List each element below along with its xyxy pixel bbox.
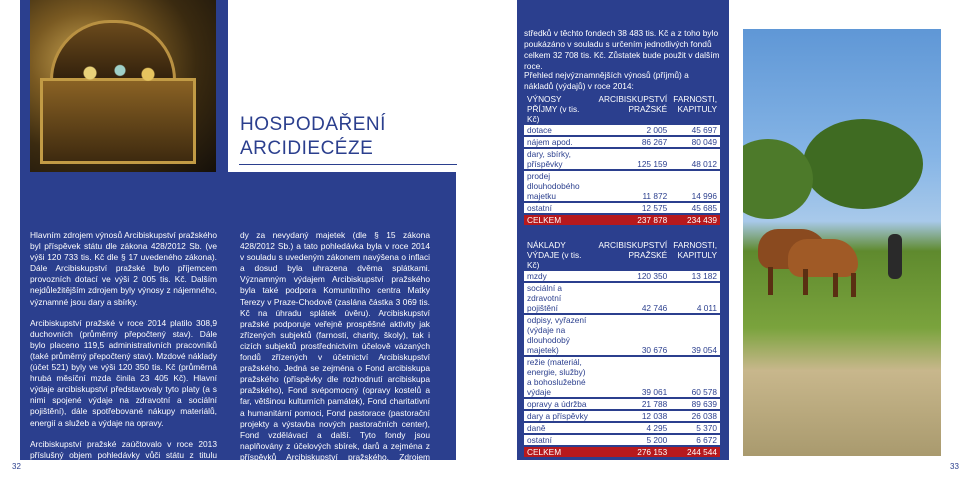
title-line-2: ARCIDIECÉZE: [240, 138, 374, 159]
expense-cell-farnosti: 39 054: [670, 314, 720, 356]
expense-cell-farnosti: 60 578: [670, 356, 720, 398]
expense-cell-arcibiskupstvi: 5 200: [594, 434, 670, 446]
expense-header-farnosti: FARNOSTI, KAPITULY: [673, 240, 717, 260]
expense-table-row: [524, 422, 720, 434]
expense-cell-farnosti: 5 370: [670, 422, 720, 434]
income-cell-label: prodej dlouhodobého majetku: [524, 170, 594, 202]
income-header-arcibiskupstvi: ARCIBISKUPSTVÍ PRAŽSKÉ: [598, 94, 668, 114]
expense-total-row: [524, 446, 720, 457]
income-header-farnosti: FARNOSTI, KAPITULY: [673, 94, 717, 114]
income-total-label: CELKEM: [524, 214, 594, 225]
expense-cell-arcibiskupstvi: 39 061: [594, 356, 670, 398]
income-cell-arcibiskupstvi: 2 005: [594, 125, 670, 136]
expense-cell-arcibiskupstvi: 12 038: [594, 410, 670, 422]
expense-cell-farnosti: 6 672: [670, 434, 720, 446]
expense-table: [524, 239, 720, 457]
expense-cell-label: dary a příspěvky: [524, 410, 594, 422]
expense-table-row: [524, 271, 720, 282]
expense-cell-farnosti: 89 639: [670, 398, 720, 410]
expense-cell-arcibiskupstvi: 42 746: [594, 282, 670, 314]
page-number-right: 33: [950, 462, 959, 471]
expense-cell-label: sociální a zdravotní pojištění: [524, 282, 594, 314]
expense-cell-label: daně: [524, 422, 594, 434]
paragraph-claim: Arcibiskupství pražské zaúčtovalo v roce 2013 příslušný objem pohledávky vůči státu z titulu náhra-: [30, 438, 217, 471]
income-cell-farnosti: 48 012: [670, 148, 720, 170]
income-table-row: [524, 170, 720, 202]
horse-plough-photo: [743, 29, 941, 456]
expense-cell-arcibiskupstvi: 30 676: [594, 314, 670, 356]
treasure-chest-photo: [30, 0, 216, 172]
income-table-row: [524, 136, 720, 148]
expense-total-label: CELKEM: [524, 446, 594, 457]
expense-cell-label: mzdy: [524, 271, 594, 282]
income-cell-farnosti: 14 996: [670, 170, 720, 202]
income-table-row: [524, 125, 720, 136]
expense-header-label: NÁKLADY VÝDAJE (v tis. Kč): [527, 240, 582, 270]
income-cell-farnosti: 45 697: [670, 125, 720, 136]
income-cell-label: dotace: [524, 125, 594, 136]
expense-table-header: [524, 239, 720, 271]
income-cell-label: ostatní: [524, 202, 594, 214]
page-number-left: 32: [12, 462, 21, 471]
income-cell-label: dary, sbírky, příspěvky: [524, 148, 594, 170]
income-table: [524, 93, 720, 225]
expense-header-arcibiskupstvi: ARCIBISKUPSTVÍ PRAŽSKÉ: [598, 240, 668, 260]
expense-cell-farnosti: 4 011: [670, 282, 720, 314]
income-cell-arcibiskupstvi: 86 267: [594, 136, 670, 148]
overview-heading: Přehled nejvýznamnějších výnosů (příjmů) a nákladů (výdajů) v roce 2014:: [524, 70, 689, 91]
expense-table-row: [524, 314, 720, 356]
expense-total-farnosti: 244 544: [670, 446, 720, 457]
income-table-header: [524, 93, 720, 125]
income-cell-farnosti: 45 685: [670, 202, 720, 214]
income-cell-arcibiskupstvi: 11 872: [594, 170, 670, 202]
left-body-text: [30, 230, 217, 482]
expense-table-row: [524, 434, 720, 446]
income-total-arcibiskupstvi: 237 878: [594, 214, 670, 225]
expense-table-row: [524, 410, 720, 422]
expense-table-row: [524, 356, 720, 398]
expense-table-row: [524, 398, 720, 410]
expense-cell-farnosti: 13 182: [670, 271, 720, 282]
expense-cell-label: odpisy, vyřazení (výdaje na dlouhodobý majetek): [524, 314, 594, 356]
expense-cell-farnosti: 26 038: [670, 410, 720, 422]
income-total-row: [524, 214, 720, 225]
middle-body-text: dy za nevydaný majetek (dle § 15 zákona 428/2012 Sb.) a tato pohledávka byla v roce 2014 v souladu s uvedeným zákonem navýšena o inflaci a dosud byla uhrazena dvěma splátkami. Významným výdajem Arcibiskupství pražského byla také podpora Komunitního centra Matky Terezy v Praze-Chodově (zaslána částka 3 069 tis. Kč na úhradu splátek úvěru). Arcibiskupství pražské podporuje veřejně prospěšné aktivity jak zřízených subjektů (farnosti, charity, školy), tak i cizích subjektů prostřednictvím účelově vázaných fondů zřízených v účetnictví Arcibiskupství pražského. Jedná se zejména o Fond arcibiskupa pražského (příspěvky dle rozhodnutí arcibiskupa pražského), Fond svépomocný (opravy kostelů a far, většinou kulturních památek), Fond charitativní a humanitární pomoci, Fond pastorace (pastorační projekty a výstavba nových pastoračních center), Fond vzdělávací a další. Tyto fondy jsou naplňovány z účelových sbírek, darů a zejména z příspěvků Arcibiskupství pražského. Zdrojem těchto příspěvků je vedlejší hospodářská činnost Arcibiskupství pražského. V roce 2014 činil celkový objem pro-: [240, 230, 430, 496]
expense-total-arcibiskupstvi: 276 153: [594, 446, 670, 457]
expense-cell-label: opravy a údržba: [524, 398, 594, 410]
expense-cell-label: režie (materiál, energie, služby) a bohoslužebné výdaje: [524, 356, 594, 398]
income-cell-label: nájem apod.: [524, 136, 594, 148]
page-title: [240, 113, 440, 161]
expense-cell-arcibiskupstvi: 120 350: [594, 271, 670, 282]
expense-cell-label: ostatní: [524, 434, 594, 446]
income-table-row: [524, 202, 720, 214]
expense-cell-arcibiskupstvi: 4 295: [594, 422, 670, 434]
expense-cell-arcibiskupstvi: 21 788: [594, 398, 670, 410]
income-header-label: VÝNOSY PŘÍJMY (v tis. Kč): [527, 94, 580, 124]
paragraph-income: Hlavním zdrojem výnosů Arcibiskupství pražského byl příspěvek státu dle zákona 428/2012 Sb. (ve výši 120 733 tis. Kč dle § 17 uvedeného zákona). Dále Arcibiskupství pražské bylo příjemcem provozních dotací ve výši 2 005 tis. Kč. Dalším nejdůležitějším zdrojem byly výnosy z nájemného, významné jsou dary a sbírky.: [30, 230, 217, 307]
paragraph-staff: Arcibiskupství pražské v roce 2014 platilo 308,9 duchovních (průměrný přepočtený stav). Dále bylo placeno 119,5 administrativních pracovníků (také průměrný přepočtený stav). Mzdové náklady (účet 521) byly ve výši 120 350 tis. Kč (průměrná hrubá měsíční mzda činila 23 405 Kč). Hlavní výdaje arcibiskupství představovaly tyto platy (a s nimi spojené výdaje na zdravotní a sociální pojištění), dále spotřebované nákupy materiálů, energií a služeb a výdaje na opravy.: [30, 317, 217, 428]
title-divider: [239, 164, 457, 165]
income-cell-arcibiskupstvi: 12 575: [594, 202, 670, 214]
expense-table-row: [524, 282, 720, 314]
income-table-row: [524, 148, 720, 170]
fund-summary-text: středků v těchto fondech 38 483 tis. Kč a z toho bylo poukázáno v souladu s určením jednotlivých fondů celkem 32 708 tis. Kč. Zůstatek bude použit v dalším roce.: [524, 28, 720, 71]
income-cell-farnosti: 80 049: [670, 136, 720, 148]
title-line-1: HOSPODAŘENÍ: [240, 114, 386, 135]
income-total-farnosti: 234 439: [670, 214, 720, 225]
income-cell-arcibiskupstvi: 125 159: [594, 148, 670, 170]
